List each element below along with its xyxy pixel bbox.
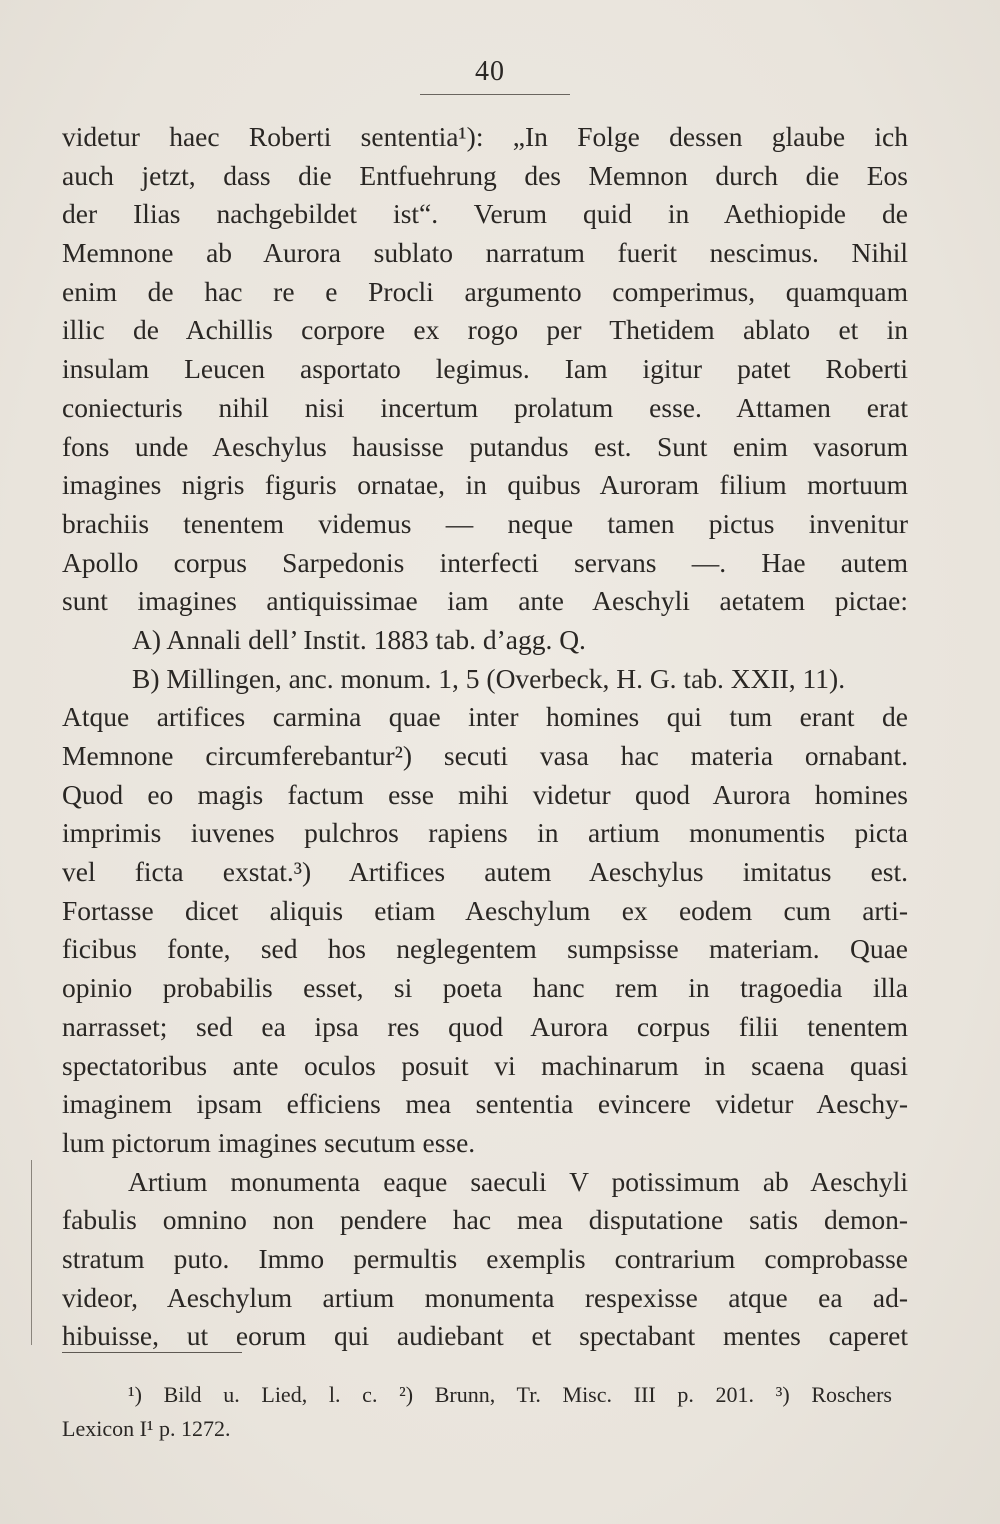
text-line: lum pictorum imagines secutum esse.	[62, 1126, 476, 1158]
footnote-line: Lexicon I¹ p. 1272.	[62, 1416, 231, 1441]
text-line: Atque artifices carmina quae inter homines qui tum erant de	[62, 701, 908, 733]
text-line: imprimis iuvenes pulchros rapiens in artium monumentis picta	[62, 817, 908, 849]
text-line: videor, Aeschylum artium monumenta respexisse atque ea ad-	[62, 1281, 908, 1313]
text-line: Fortasse dicet aliquis etiam Aeschylum ex eodem cum arti-	[62, 894, 908, 926]
text-line: coniecturis nihil nisi incertum prolatum esse. Attamen erat	[62, 391, 908, 423]
text-line: insulam Leucen asportato legimus. Iam igitur patet Roberti	[62, 353, 908, 385]
list-item: B) Millingen, anc. monum. 1, 5 (Overbeck, H. G. tab. XXII, 11).	[132, 662, 846, 694]
text-line: Memnone circumferebantur²) secuti vasa hac materia ornabant.	[62, 740, 908, 771]
text-line: Memnone ab Aurora sublato narratum fuerit nescimus. Nihil	[62, 237, 908, 269]
text-line: spectatoribus ante oculos posuit vi machinarum in scaena quasi	[62, 1049, 908, 1081]
page-number: 40	[475, 56, 505, 87]
footnote-rule	[62, 1352, 242, 1353]
text-line: narrasset; sed ea ipsa res quod Aurora corpus filii tenentem	[62, 1010, 908, 1042]
text-line: brachiis tenentem videmus — neque tamen pictus invenitur	[62, 507, 908, 539]
list-item: A) Annali dell’ Instit. 1883 tab. d’agg. Q.	[132, 623, 586, 655]
body-text	[62, 118, 908, 1356]
text-line: Quod eo magis factum esse mihi videtur quod Aurora homines	[62, 778, 908, 810]
text-line: illic de Achillis corpore ex rogo per Thetidem ablato et in	[62, 314, 908, 346]
text-line: imaginem ipsam efficiens mea sententia evincere videtur Aeschy-	[62, 1088, 908, 1120]
text-line: fabulis omnino non pendere hac mea disputatione satis demon-	[62, 1204, 908, 1236]
text-line: Artium monumenta eaque saeculi V potissimum ab Aeschyli	[128, 1165, 908, 1197]
text-line: videtur haec Roberti sententia¹): „In Folge dessen glaube ich	[62, 121, 908, 152]
text-line: ficibus fonte, sed hos neglegentem sumpsisse materiam. Quae	[62, 933, 908, 965]
text-line: sunt imagines antiquissimae iam ante Aeschyli aetatem pictae:	[62, 585, 908, 617]
margin-mark	[31, 1160, 32, 1345]
text-line: imagines nigris figuris ornatae, in quibus Auroram filium mortuum	[62, 469, 908, 501]
text-line: vel ficta exstat.³) Artifices autem Aeschylus imitatus est.	[62, 856, 908, 888]
text-line: opinio probabilis esset, si poeta hanc rem in tragoedia illa	[62, 972, 908, 1004]
text-line: der Ilias nachgebildet ist“. Verum quid in Aethiopide de	[62, 198, 908, 230]
text-line: hibuisse, ut eorum qui audiebant et spectabant mentes caperet	[62, 1320, 908, 1352]
footnotes	[62, 1378, 892, 1446]
text-line: enim de hac re e Procli argumento comperimus, quamquam	[62, 275, 908, 307]
header-rule	[420, 94, 570, 95]
text-line: fons unde Aeschylus hausisse putandus est. Sunt enim vasorum	[62, 430, 908, 462]
footnote-line: ¹) Bild u. Lied, l. c. ²) Brunn, Tr. Misc. III p. 201. ³) Roschers	[128, 1382, 892, 1407]
text-line: stratum puto. Immo permultis exemplis contrarium comprobasse	[62, 1242, 908, 1274]
text-line: Apollo corpus Sarpedonis interfecti servans —. Hae autem	[62, 546, 908, 578]
text-line: auch jetzt, dass die Entfuehrung des Memnon durch die Eos	[62, 159, 908, 191]
